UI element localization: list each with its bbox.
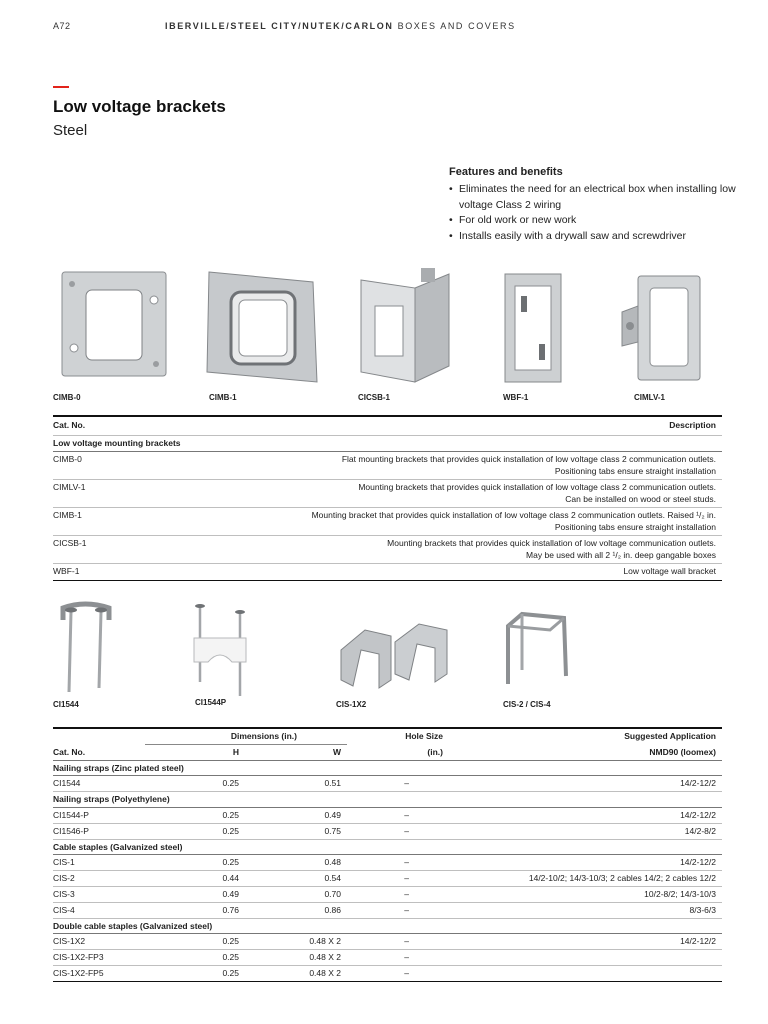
description-cell: Mounting brackets that provides quick installation of low voltage class 2 communication outlets. Can be installed on wood or steel studs. — [199, 480, 722, 508]
hole-size-cell: – — [347, 934, 449, 950]
col-suggested-application: Suggested Application — [624, 731, 716, 742]
cis-1x2-image — [335, 620, 455, 692]
w-cell: 0.49 — [245, 807, 347, 823]
col-description: Description — [199, 416, 722, 435]
table-row — [53, 776, 722, 792]
hole-size-cell: – — [347, 823, 449, 839]
table-header-row — [53, 728, 722, 744]
ci1544-image — [55, 600, 117, 696]
group-row — [53, 918, 722, 934]
feature-item: • For old work or new work — [449, 213, 749, 229]
cat-no-cell: CIS-1 — [53, 855, 145, 871]
hole-size-cell: – — [347, 950, 449, 966]
table-row — [53, 950, 722, 966]
cat-no-cell: CIMB-1 — [53, 508, 199, 536]
cat-no-cell: CI1546-P — [53, 823, 145, 839]
features-section — [449, 166, 749, 244]
description-cell: Low voltage wall bracket — [199, 564, 722, 581]
cat-no-cell: CIS-1X2-FP5 — [53, 965, 145, 981]
product-caption: WBF-1 — [503, 393, 529, 402]
w-cell: 0.48 X 2 — [245, 934, 347, 950]
cat-no-cell: CIS-1X2-FP3 — [53, 950, 145, 966]
group-label: Low voltage mounting brackets — [53, 435, 722, 452]
cimb-1-image — [205, 268, 325, 386]
group-row — [53, 839, 722, 855]
hole-size-cell: – — [347, 902, 449, 918]
cat-no-cell: CIS-3 — [53, 886, 145, 902]
description-cell: Flat mounting brackets that provides quick installation of low voltage class 2 communication outlets. Positioning tabs ensure straight installation — [199, 452, 722, 480]
table-row — [53, 452, 722, 480]
application-cell — [449, 965, 722, 981]
col-hole-size: Hole Size — [405, 731, 443, 742]
w-cell: 0.54 — [245, 871, 347, 887]
application-cell — [449, 950, 722, 966]
hole-size-cell: – — [347, 776, 449, 792]
features-heading: Features and benefits — [449, 166, 563, 178]
h-cell: 0.25 — [145, 855, 245, 871]
running-header — [165, 21, 516, 31]
table-row — [53, 902, 722, 918]
accent-bar — [53, 86, 69, 88]
w-cell: 0.51 — [245, 776, 347, 792]
col-cat-no: Cat. No. — [53, 744, 145, 760]
hole-size-cell: – — [347, 855, 449, 871]
group-label: Cable staples (Galvanized steel) — [53, 839, 722, 855]
table-row — [53, 965, 722, 981]
page-title: Low voltage brackets — [53, 97, 226, 116]
w-cell: 0.48 X 2 — [245, 965, 347, 981]
h-cell: 0.25 — [145, 776, 245, 792]
col-w: W — [245, 744, 347, 760]
w-cell: 0.48 — [245, 855, 347, 871]
table-row — [53, 480, 722, 508]
application-cell: 14/2-10/2; 14/3-10/3; 2 cables 14/2; 2 cables 12/2 — [449, 871, 722, 887]
product-caption: CI1544 — [53, 700, 79, 709]
h-cell: 0.25 — [145, 965, 245, 981]
cat-no-cell: WBF-1 — [53, 564, 199, 581]
w-cell: 0.48 X 2 — [245, 950, 347, 966]
application-cell: 14/2-12/2 — [449, 855, 722, 871]
application-cell: 14/2-8/2 — [449, 823, 722, 839]
application-cell: 14/2-12/2 — [449, 934, 722, 950]
brand-names: IBERVILLE/STEEL CITY/NUTEK/CARLON — [165, 21, 394, 31]
description-cell: Mounting brackets that provides quick installation of low voltage communication outlets. May be used with all 2 ¹/₂ in. deep gangable boxes — [199, 536, 722, 564]
category-label: BOXES AND COVERS — [397, 21, 516, 31]
application-cell: 8/3-6/3 — [449, 902, 722, 918]
h-cell: 0.76 — [145, 902, 245, 918]
table-row — [53, 823, 722, 839]
table-header-row — [53, 416, 722, 435]
w-cell: 0.75 — [245, 823, 347, 839]
table-row — [53, 536, 722, 564]
h-cell: 0.25 — [145, 934, 245, 950]
h-cell: 0.49 — [145, 886, 245, 902]
col-h: H — [145, 744, 245, 760]
hole-size-cell: – — [347, 807, 449, 823]
cat-no-cell: CI1544-P — [53, 807, 145, 823]
table-row — [53, 807, 722, 823]
hole-size-cell: – — [347, 965, 449, 981]
col-hole-unit: (in.) — [347, 744, 449, 760]
col-dimensions: Dimensions (in.) — [145, 728, 347, 744]
description-cell: Mounting bracket that provides quick installation of low voltage class 2 communication outlets. Raised ¹/₂ in. Positioning tabs ensure straight installation — [199, 508, 722, 536]
cimlv-1-image — [618, 272, 710, 384]
h-cell: 0.25 — [145, 823, 245, 839]
table-row — [53, 871, 722, 887]
application-cell: 14/2-12/2 — [449, 776, 722, 792]
staples-table — [53, 727, 722, 982]
product-caption: CIMB-1 — [209, 393, 237, 402]
group-row — [53, 435, 722, 452]
hole-size-cell: – — [347, 886, 449, 902]
feature-item: • Installs easily with a drywall saw and screwdriver — [449, 229, 749, 245]
table-row — [53, 934, 722, 950]
table-row — [53, 855, 722, 871]
w-cell: 0.70 — [245, 886, 347, 902]
staples-table-body — [53, 760, 722, 981]
feature-item: • Eliminates the need for an electrical box when installing low voltage Class 2 wiring — [449, 182, 749, 213]
h-cell: 0.25 — [145, 950, 245, 966]
col-cat-no: Cat. No. — [53, 416, 199, 435]
cat-no-cell: CIMB-0 — [53, 452, 199, 480]
w-cell: 0.86 — [245, 902, 347, 918]
product-caption: CIMLV-1 — [634, 393, 665, 402]
product-caption: CICSB-1 — [358, 393, 391, 402]
cat-no-cell: CIS-2 — [53, 871, 145, 887]
table-row — [53, 508, 722, 536]
brackets-table — [53, 415, 722, 581]
page-number: A72 — [53, 21, 71, 31]
product-caption: CI1544P — [195, 698, 227, 707]
cat-no-cell: CIS-1X2 — [53, 934, 145, 950]
table-row — [53, 886, 722, 902]
product-caption: CIS-2 / CIS-4 — [503, 700, 551, 709]
table-header-row — [53, 744, 722, 760]
h-cell: 0.25 — [145, 807, 245, 823]
group-label: Nailing straps (Zinc plated steel) — [53, 760, 722, 776]
cis-2-image — [500, 610, 574, 690]
group-row — [53, 760, 722, 776]
group-label: Double cable staples (Galvanized steel) — [53, 918, 722, 934]
page-subtitle: Steel — [53, 122, 88, 139]
application-cell: 10/2-8/2; 14/3-10/3 — [449, 886, 722, 902]
group-row — [53, 792, 722, 808]
hole-size-cell: – — [347, 871, 449, 887]
col-nmd90: NMD90 (loomex) — [449, 744, 722, 760]
cat-no-cell: CIS-4 — [53, 902, 145, 918]
application-cell: 14/2-12/2 — [449, 807, 722, 823]
product-caption: CIMB-0 — [53, 393, 81, 402]
cat-no-cell: CI1544 — [53, 776, 145, 792]
ci1544p-image — [190, 602, 250, 698]
group-label: Nailing straps (Polyethylene) — [53, 792, 722, 808]
cat-no-cell: CICSB-1 — [53, 536, 199, 564]
product-caption: CIS-1X2 — [336, 700, 367, 709]
h-cell: 0.44 — [145, 871, 245, 887]
features-list — [449, 182, 749, 244]
wbf-1-image — [503, 272, 563, 384]
cicsb-1-image — [355, 266, 455, 386]
table-row — [53, 564, 722, 581]
cat-no-cell: CIMLV-1 — [53, 480, 199, 508]
cimb-0-image — [60, 270, 168, 378]
